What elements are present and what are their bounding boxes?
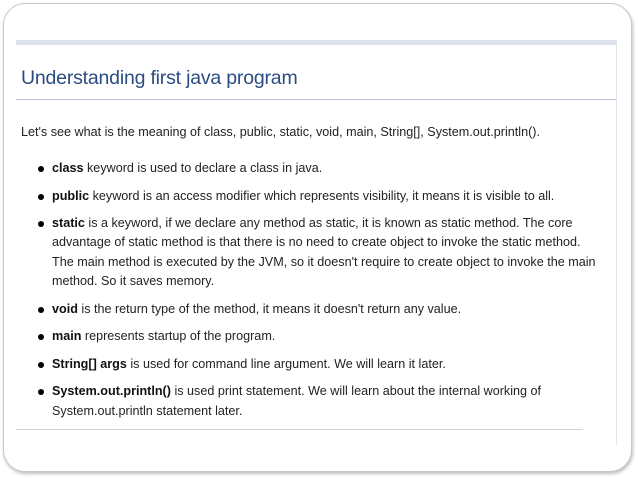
description: is used print statement. We will learn about the internal working of System.out.println statement later. bbox=[52, 384, 542, 418]
bullet-icon bbox=[38, 334, 44, 340]
keyword: public bbox=[52, 188, 90, 203]
list-item bbox=[38, 355, 604, 374]
keyword: main bbox=[52, 329, 82, 344]
keyword: String[] args bbox=[52, 356, 127, 371]
description: is used for command line argument. We will learn it later. bbox=[126, 356, 446, 371]
bullet-icon bbox=[38, 389, 44, 395]
list-item bbox=[38, 327, 604, 346]
bullet-icon bbox=[38, 221, 44, 227]
bullet-icon bbox=[38, 362, 44, 368]
list-item bbox=[38, 187, 604, 206]
list-item bbox=[38, 382, 604, 421]
bottom-divider bbox=[16, 429, 583, 430]
intro-paragraph: Let's see what is the meaning of class, public, static, void, main, String[], System.out.println(). bbox=[21, 125, 540, 139]
slide bbox=[3, 3, 632, 472]
title-divider bbox=[16, 99, 616, 100]
bullet-icon bbox=[38, 307, 44, 313]
bullet-list bbox=[38, 159, 604, 429]
list-item bbox=[38, 300, 604, 319]
page-title: Understanding first java program bbox=[21, 67, 298, 89]
description: is a keyword, if we declare any method as static, it is known as static method. The core advantage of static method is that there is no need to create object to invoke the static method. The main method is executed by the JVM, so it doesn't require to create object to invoke the main method. So it saves memory. bbox=[52, 216, 596, 289]
keyword: static bbox=[52, 216, 85, 231]
keyword: System.out.println() bbox=[52, 384, 171, 399]
content-area bbox=[16, 40, 617, 445]
description: represents startup of the program. bbox=[81, 329, 276, 344]
list-item bbox=[38, 214, 604, 291]
description: keyword is an access modifier which represents visibility, it means it is visible to all. bbox=[89, 188, 555, 203]
description: is the return type of the method, it means it doesn't return any value. bbox=[77, 301, 462, 316]
bullet-icon bbox=[38, 194, 44, 200]
bullet-icon bbox=[38, 166, 44, 172]
list-item bbox=[38, 159, 604, 178]
keyword: void bbox=[52, 301, 78, 316]
description: keyword is used to declare a class in java. bbox=[83, 161, 323, 175]
keyword: class bbox=[52, 161, 84, 175]
